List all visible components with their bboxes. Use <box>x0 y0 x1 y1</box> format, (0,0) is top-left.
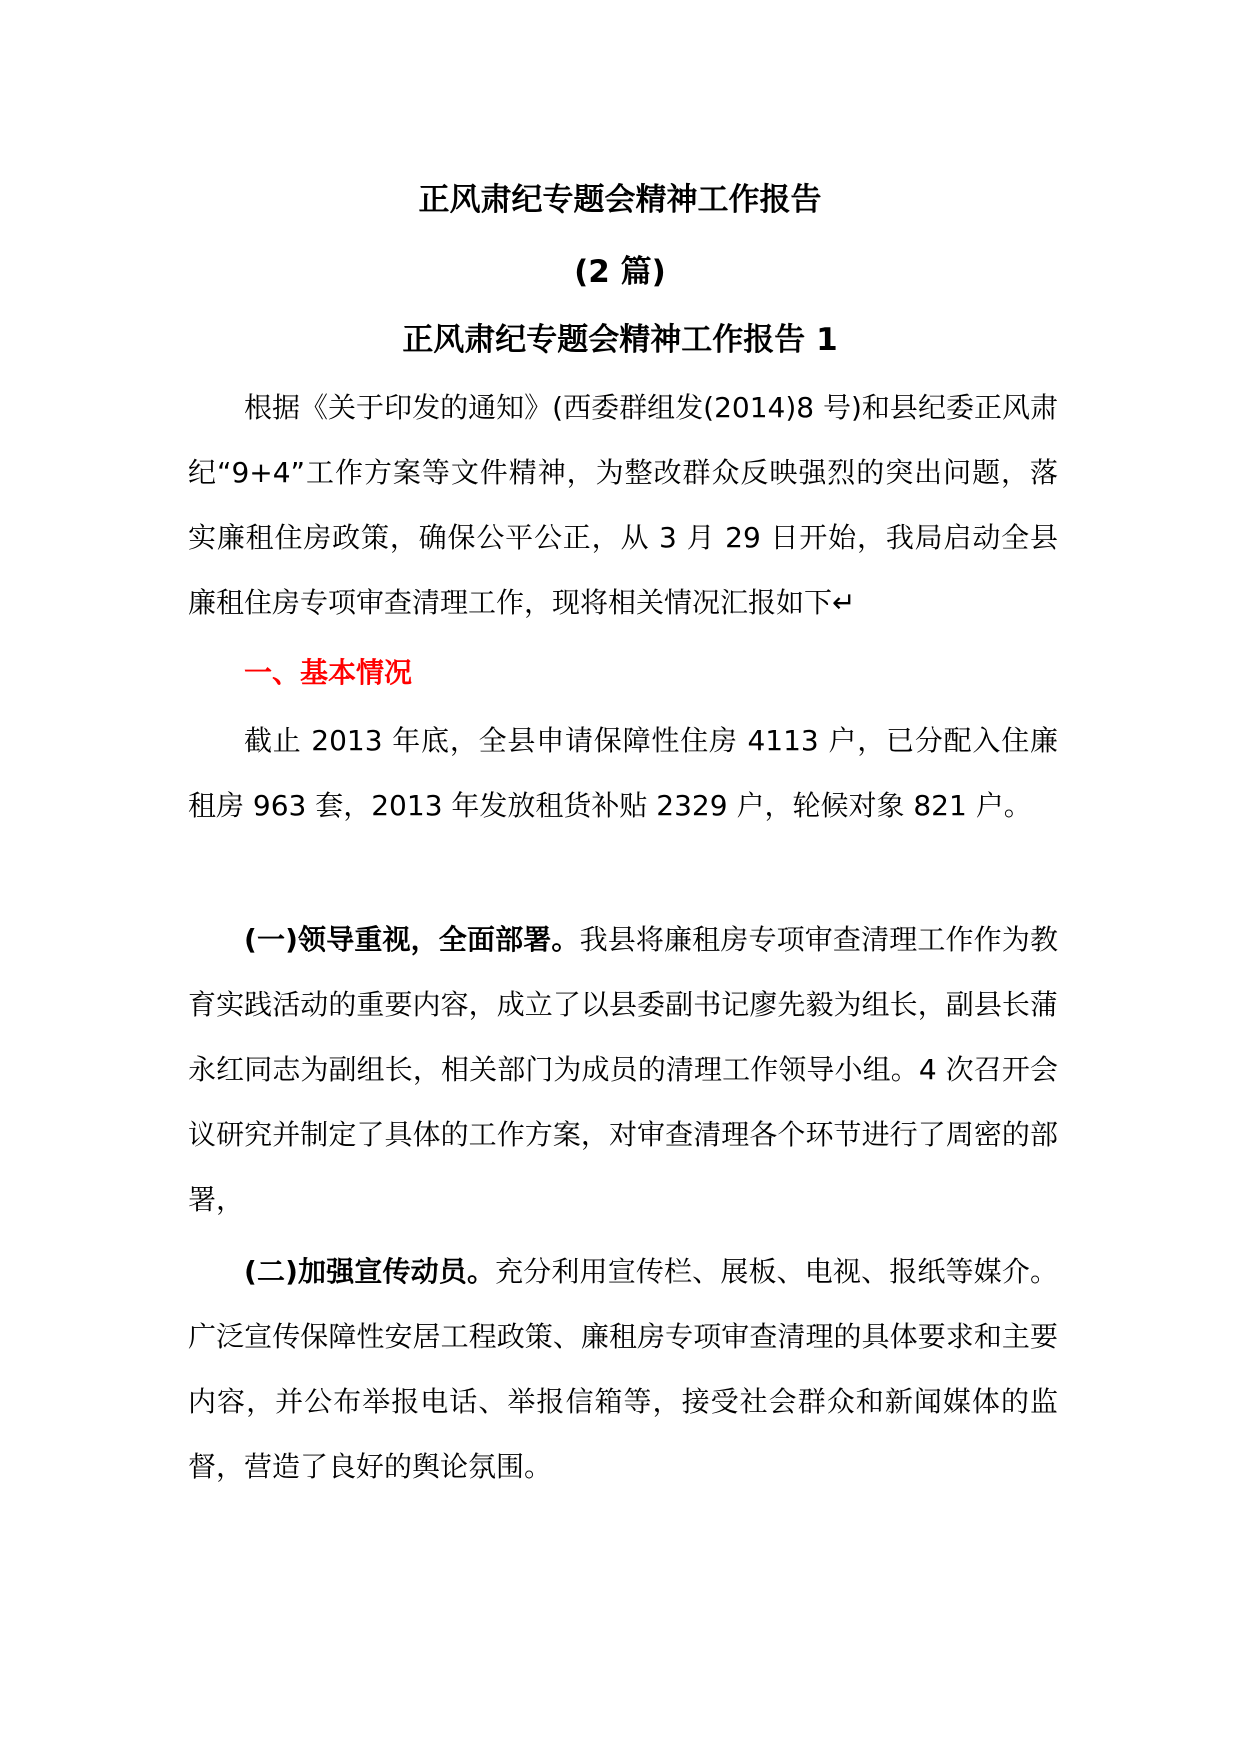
item-one-lead: (一)领导重视，全面部署。 <box>244 923 580 956</box>
intro-paragraph: 根据《关于印发的通知》(西委群组发(2014)8 号)和县纪委正风肃纪“9+4”工作方案等文件精神，为整改群众反映强烈的突出问题，落实廉租住房政策，确保公平公正，从 3 月 29 日开始，我局启动全县廉租住房专项审查清理工作，现将相关情况汇报如下↵ <box>188 391 1058 619</box>
item-two-paragraph <box>188 1239 1058 1499</box>
section-one-heading: 一、基本情况 <box>244 656 413 689</box>
document-count-subtitle: (2 篇) <box>574 254 666 290</box>
part-one-title: 正风肃纪专题会精神工作报告 1 <box>402 322 838 358</box>
item-two-lead: (二)加强宣传动员。 <box>244 1255 496 1288</box>
item-one-text: 我县将廉租房专项审查清理工作作为教育实践活动的重要内容，成立了以县委副书记廖先毅为组长，副县长蒲永红同志为副组长，相关部门为成员的清理工作领导小组。4 次召开会议研究并制定了具体的工作方案，对审查清理各个环节进行了周密的部署， <box>188 923 1058 1216</box>
basic-situation-paragraph: 截止 2013 年底，全县申请保障性住房 4113 户，已分配入住廉租房 963 套，2013 年发放租货补贴 2329 户，轮候对象 821 户。 <box>188 724 1058 822</box>
item-two-text: 充分利用宣传栏、展板、电视、报纸等媒介。广泛宣传保障性安居工程政策、廉租房专项审查清理的具体要求和主要内容，并公布举报电话、举报信箱等，接受社会群众和新闻媒体的监督，营造了良好的舆论氛围。 <box>188 1255 1058 1483</box>
item-one-paragraph <box>188 907 1058 1232</box>
document-title: 正风肃纪专题会精神工作报告 <box>418 182 822 218</box>
